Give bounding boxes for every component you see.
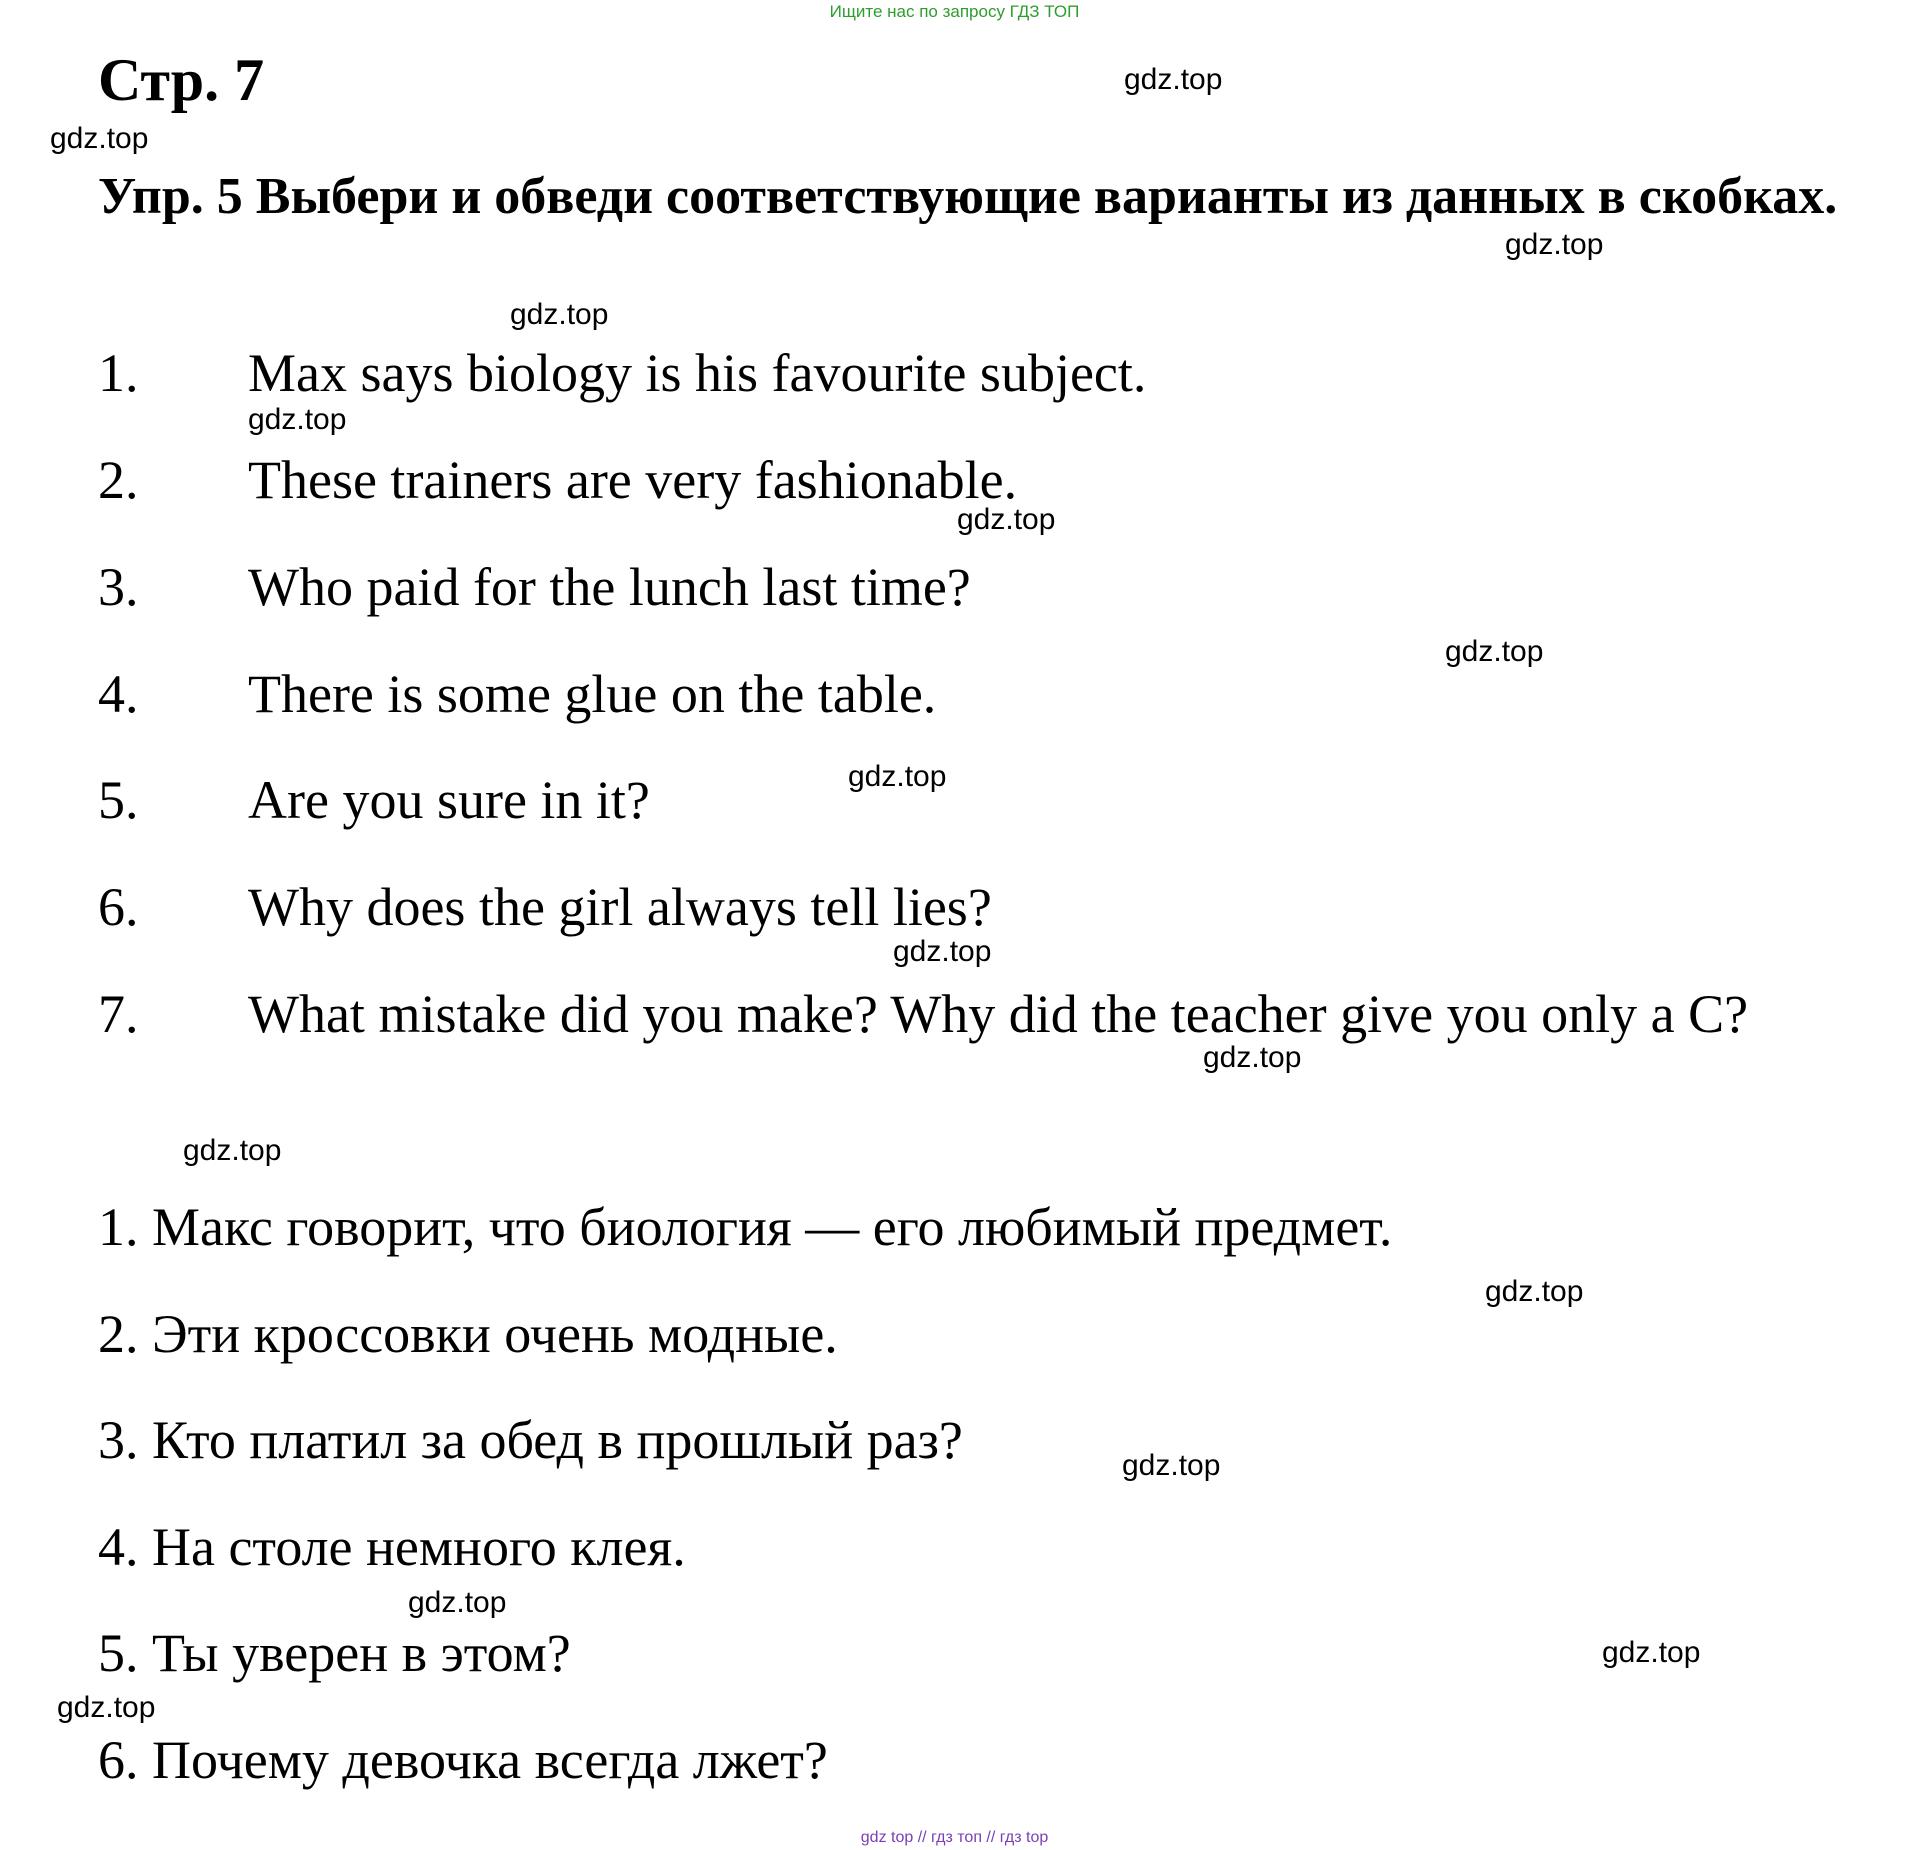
item-text: Who paid for the lunch last time?: [248, 557, 971, 617]
item-text: Why does the girl always tell lies?: [248, 877, 992, 937]
item-text: There is some glue on the table.: [248, 664, 937, 724]
watermark: gdz.top: [1602, 1636, 1701, 1669]
watermark: gdz.top: [1485, 1275, 1584, 1308]
item-text: Are you sure in it?: [248, 770, 650, 830]
bottom-banner: gdz top // гдз топ // гдз top: [860, 1829, 1049, 1846]
item-text: Max says biology is his favourite subject.: [248, 343, 1147, 403]
watermark: gdz.top: [893, 935, 992, 968]
english-item-7: [98, 984, 1749, 1044]
item-text: These trainers are very fashionable.: [248, 450, 1018, 510]
item-number: 6.: [98, 877, 139, 937]
watermark: gdz.top: [1124, 63, 1223, 96]
item-number: 4.: [98, 664, 139, 724]
item-number: 2.: [98, 450, 139, 510]
item-number: 5.: [98, 770, 139, 830]
exercise-heading: Упр. 5 Выбери и обведи соответствующие варианты из данных в скобках.: [98, 168, 1838, 225]
english-item-3: [98, 557, 971, 617]
top-banner: Ищите нас по запросу ГДЗ ТОП: [829, 2, 1080, 21]
page-title: Стр. 7: [98, 47, 265, 113]
russian-item-5: 5. Ты уверен в этом?: [98, 1623, 571, 1683]
russian-item-3: 3. Кто платил за обед в прошлый раз?: [98, 1410, 963, 1470]
watermark: gdz.top: [57, 1691, 156, 1724]
watermark: gdz.top: [510, 298, 609, 331]
watermark: gdz.top: [1122, 1449, 1221, 1482]
russian-item-4: 4. На столе немного клея.: [98, 1517, 686, 1577]
english-item-6: [98, 877, 992, 937]
russian-item-2: 2. Эти кроссовки очень модные.: [98, 1304, 838, 1364]
watermark: gdz.top: [1505, 228, 1604, 261]
watermark: gdz.top: [183, 1134, 282, 1167]
watermark: gdz.top: [50, 122, 149, 155]
watermark: gdz.top: [957, 503, 1056, 536]
russian-item-6: 6. Почему девочка всегда лжет?: [98, 1730, 828, 1790]
english-item-4: [98, 664, 937, 724]
watermark: gdz.top: [248, 403, 347, 436]
item-number: 1.: [98, 343, 139, 403]
item-number: 3.: [98, 557, 139, 617]
watermark: gdz.top: [1203, 1041, 1302, 1074]
watermark: gdz.top: [408, 1586, 507, 1619]
russian-item-1: 1. Макс говорит, что биология — его любимый предмет.: [98, 1197, 1393, 1257]
english-item-5: [98, 770, 650, 830]
watermark: gdz.top: [848, 760, 947, 793]
english-item-2: [98, 450, 1018, 510]
item-number: 7.: [98, 984, 139, 1044]
item-text: What mistake did you make? Why did the teacher give you only a C?: [248, 984, 1749, 1044]
watermark: gdz.top: [1445, 635, 1544, 668]
english-item-1: [98, 343, 1147, 403]
